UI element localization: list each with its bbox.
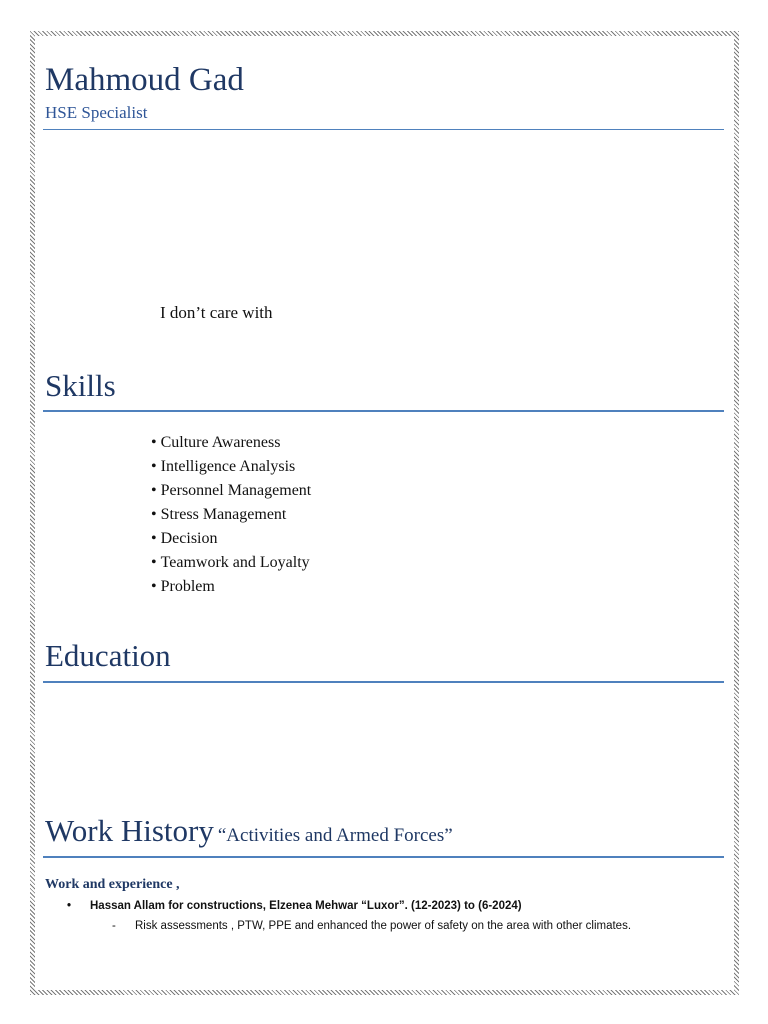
bullet-icon: • [67, 900, 72, 912]
job-title-line: Hassan Allam for constructions, Elzenea Mehwar “Luxor”. (12-2023) to (6-2024) [90, 900, 522, 912]
job-duty-text: Risk assessments , PTW, PPE and enhanced the power of safety on the area with other climates. [135, 920, 632, 932]
skill-item: • Problem [151, 575, 311, 599]
dash-icon: - [112, 920, 116, 932]
work-history-heading [45, 813, 453, 849]
header-divider [43, 129, 724, 130]
job-duty [112, 920, 631, 932]
skill-item: • Personnel Management [151, 479, 311, 503]
education-divider [43, 681, 724, 683]
work-experience-label: Work and experience , [45, 877, 180, 892]
skill-item: • Intelligence Analysis [151, 455, 311, 479]
education-heading: Education [45, 638, 171, 673]
job-entry [67, 900, 522, 912]
skills-heading: Skills [45, 368, 116, 403]
work-history-subtitle: “Activities and Armed Forces” [217, 825, 453, 846]
skill-item: • Stress Management [151, 503, 311, 527]
skill-item: • Culture Awareness [151, 431, 311, 455]
skill-item: • Teamwork and Loyalty [151, 551, 311, 575]
work-history-divider [43, 856, 724, 858]
intro-text: I don’t care with [160, 303, 273, 322]
job-title: HSE Specialist [45, 103, 148, 122]
resume-name: Mahmoud Gad [45, 62, 244, 98]
page-border [30, 31, 739, 995]
skills-divider [43, 410, 724, 412]
work-history-title: Work History [45, 813, 214, 848]
skills-list [151, 431, 311, 599]
skill-item: • Decision [151, 527, 311, 551]
